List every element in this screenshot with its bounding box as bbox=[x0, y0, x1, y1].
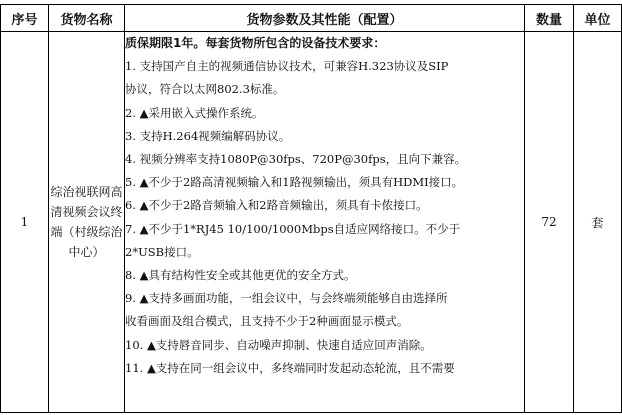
row-goods-name: 综治视联网高清视频会议终端（村级综治中心） bbox=[49, 32, 125, 413]
spec-line: 6. ▲不少于2路音频输入和2路音频输出，须具有卡侬接口。 bbox=[125, 198, 428, 213]
spec-line: 1. 支持国产自主的视频通信协议技术，可兼容H.323协议及SIP bbox=[125, 59, 449, 74]
spec-line: 10. ▲支持唇音同步、自动噪声抑制、快速自适应回声消除。 bbox=[125, 337, 432, 352]
header-name: 货物名称 bbox=[49, 5, 125, 32]
header-no: 序号 bbox=[1, 5, 49, 32]
table-header-row bbox=[1, 5, 622, 32]
row-no: 1 bbox=[1, 32, 49, 413]
header-spec: 货物参数及其性能（配置） bbox=[125, 5, 525, 32]
spec-line: 11. ▲支持在同一组会议中，多终端同时发起动态轮流，且不需要 bbox=[125, 360, 455, 375]
header-unit: 单位 bbox=[574, 5, 622, 32]
spec-line: 9. ▲支持多画面功能，一组会议中，与会终端须能够自由选择所 bbox=[125, 291, 448, 306]
spec-line: 2. ▲采用嵌入式操作系统。 bbox=[125, 105, 264, 120]
header-qty: 数量 bbox=[525, 5, 574, 32]
goods-spec-table bbox=[0, 4, 622, 413]
row-qty: 72 bbox=[525, 32, 574, 413]
spec-line: 8. ▲具有结构性安全或其他更优的安全方式。 bbox=[125, 268, 356, 283]
spec-line: 协议，符合以太网802.3标准。 bbox=[125, 82, 285, 97]
spec-line: 3. 支持H.264视频编解码协议。 bbox=[125, 128, 291, 143]
row-spec-cell bbox=[125, 32, 525, 413]
spec-lines bbox=[125, 32, 524, 407]
spec-line: 5. ▲不少于2路高清视频输入和1路视频输出，须具有HDMI接口。 bbox=[125, 175, 464, 190]
table-row bbox=[1, 32, 622, 413]
spec-line: 2*USB接口。 bbox=[125, 244, 199, 259]
spec-line: 4. 视频分辨率支持1080P@30fps、720P@30fps，且向下兼容。 bbox=[125, 152, 467, 167]
spec-line: 7. ▲不少于1*RJ45 10/100/1000Mbps自适应网络接口。不少于 bbox=[125, 221, 461, 236]
spec-line: 收看画面及组合模式，且支持不少于2种画面显示模式。 bbox=[125, 314, 409, 329]
row-unit: 套 bbox=[574, 32, 622, 413]
spec-warranty-heading: 质保期限1年。每套货物所包含的设备技术要求： bbox=[125, 36, 386, 50]
